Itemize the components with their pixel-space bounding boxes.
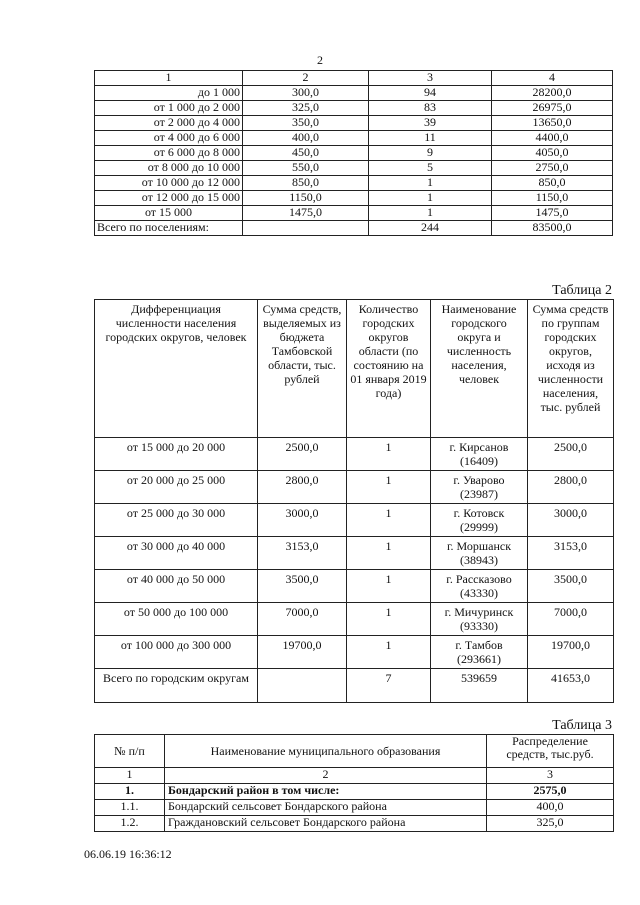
table-row	[95, 206, 613, 221]
district-name: г. Кирсанов (16409)	[431, 438, 528, 471]
count: 94	[369, 86, 492, 101]
municipality-name: Граждановский сельсовет Бондарского района	[165, 816, 487, 832]
amount: 3000,0	[258, 504, 347, 537]
column-number: 2	[165, 768, 487, 784]
table-row	[95, 131, 613, 146]
amount: 450,0	[243, 146, 369, 161]
header-population-range: Дифференциация численности населения городских округов, человек	[95, 300, 258, 438]
table-row	[95, 570, 614, 603]
table-row	[95, 784, 614, 800]
header-group-amount: Сумма средств по группам городских округов, исходя из численности населения, тыс. рублей	[528, 300, 614, 438]
column-number: 4	[492, 71, 613, 86]
table3-caption: Таблица 3	[552, 718, 612, 733]
population-range: от 4 000 до 6 000	[95, 131, 243, 146]
settlements-table	[94, 70, 613, 236]
district-name: г. Мичуринск (93330)	[431, 603, 528, 636]
amount: 3153,0	[258, 537, 347, 570]
total-amount: 26975,0	[492, 101, 613, 116]
amount: 850,0	[243, 176, 369, 191]
table-row	[95, 800, 614, 816]
district-name: г. Уварово (23987)	[431, 471, 528, 504]
header-districts-count: Количество городских округов области (по состоянию на 01 января 2019 года)	[347, 300, 431, 438]
city-districts-table	[94, 299, 614, 703]
amount: 3500,0	[258, 570, 347, 603]
count: 39	[369, 116, 492, 131]
group-amount: 3000,0	[528, 504, 614, 537]
total-amount: 1150,0	[492, 191, 613, 206]
count: 1	[369, 206, 492, 221]
table-header-row	[95, 71, 613, 86]
count: 1	[369, 191, 492, 206]
table-numbers-row	[95, 768, 614, 784]
count: 9	[369, 146, 492, 161]
total-empty-cell	[243, 221, 369, 236]
amount: 300,0	[243, 86, 369, 101]
count: 83	[369, 101, 492, 116]
table-row	[95, 471, 614, 504]
table-row	[95, 816, 614, 832]
table-row	[95, 504, 614, 537]
table-header-row	[95, 735, 614, 768]
amount: 2500,0	[258, 438, 347, 471]
column-number: 1	[95, 768, 165, 784]
population-range: от 50 000 до 100 000	[95, 603, 258, 636]
total-amount: 13650,0	[492, 116, 613, 131]
row-number: 1.	[95, 784, 165, 800]
total-count: 244	[369, 221, 492, 236]
group-amount: 7000,0	[528, 603, 614, 636]
population-range: от 15 000	[95, 206, 243, 221]
table-header-row	[95, 300, 614, 438]
total-amount: 1475,0	[492, 206, 613, 221]
header-number: № п/п	[95, 735, 165, 768]
table-row	[95, 191, 613, 206]
distribution-amount: 2575,0	[487, 784, 614, 800]
header-budget-amount: Сумма средств, выделяемых из бюджета Тамбовской области, тыс. рублей	[258, 300, 347, 438]
municipality-name: Бондарский район в том числе:	[165, 784, 487, 800]
table-row	[95, 101, 613, 116]
group-amount: 3500,0	[528, 570, 614, 603]
amount: 400,0	[243, 131, 369, 146]
count: 1	[347, 636, 431, 669]
header-municipality: Наименование муниципального образования	[165, 735, 487, 768]
total-label: Всего по городским округам	[95, 669, 258, 703]
column-number: 1	[95, 71, 243, 86]
amount: 550,0	[243, 161, 369, 176]
population-range: от 12 000 до 15 000	[95, 191, 243, 206]
column-number: 3	[487, 768, 614, 784]
table-row	[95, 86, 613, 101]
count: 1	[347, 570, 431, 603]
total-row	[95, 669, 614, 703]
total-row	[95, 221, 613, 236]
total-amount: 4050,0	[492, 146, 613, 161]
count: 1	[369, 176, 492, 191]
count: 1	[347, 471, 431, 504]
count: 11	[369, 131, 492, 146]
district-name: г. Котовск (29999)	[431, 504, 528, 537]
group-amount: 3153,0	[528, 537, 614, 570]
population-range: от 15 000 до 20 000	[95, 438, 258, 471]
table-row	[95, 146, 613, 161]
count: 5	[369, 161, 492, 176]
column-number: 2	[243, 71, 369, 86]
table-row	[95, 603, 614, 636]
population-range: от 8 000 до 10 000	[95, 161, 243, 176]
amount: 19700,0	[258, 636, 347, 669]
amount: 1475,0	[243, 206, 369, 221]
total-amount: 850,0	[492, 176, 613, 191]
amount: 7000,0	[258, 603, 347, 636]
district-name: г. Тамбов (293661)	[431, 636, 528, 669]
total-amount: 28200,0	[492, 86, 613, 101]
total-amount: 2750,0	[492, 161, 613, 176]
population-range: от 2 000 до 4 000	[95, 116, 243, 131]
distribution-amount: 400,0	[487, 800, 614, 816]
amount: 325,0	[243, 101, 369, 116]
population-range: от 30 000 до 40 000	[95, 537, 258, 570]
footer-timestamp: 06.06.19 16:36:12	[84, 847, 172, 861]
header-district-name: Наименование городского округа и численность населения, человек	[431, 300, 528, 438]
municipal-distribution-table	[94, 734, 614, 832]
table-row	[95, 537, 614, 570]
total-amount: 4400,0	[492, 131, 613, 146]
table-row	[95, 438, 614, 471]
population-range: от 1 000 до 2 000	[95, 101, 243, 116]
group-amount: 19700,0	[528, 636, 614, 669]
amount: 1150,0	[243, 191, 369, 206]
population-range: от 6 000 до 8 000	[95, 146, 243, 161]
row-number: 1.1.	[95, 800, 165, 816]
municipality-name: Бондарский сельсовет Бондарского района	[165, 800, 487, 816]
table-row	[95, 176, 613, 191]
population-range: от 25 000 до 30 000	[95, 504, 258, 537]
total-count: 7	[347, 669, 431, 703]
population-range: от 10 000 до 12 000	[95, 176, 243, 191]
header-distribution: Распределение средств, тыс.руб.	[487, 735, 614, 768]
count: 1	[347, 504, 431, 537]
total-label: Всего по поселениям:	[95, 221, 243, 236]
table2-caption: Таблица 2	[552, 283, 612, 298]
total-sum: 83500,0	[492, 221, 613, 236]
group-amount: 2500,0	[528, 438, 614, 471]
table-row	[95, 636, 614, 669]
count: 1	[347, 603, 431, 636]
population-range: до 1 000	[95, 86, 243, 101]
distribution-amount: 325,0	[487, 816, 614, 832]
group-amount: 2800,0	[528, 471, 614, 504]
population-range: от 100 000 до 300 000	[95, 636, 258, 669]
amount: 2800,0	[258, 471, 347, 504]
total-empty-cell	[258, 669, 347, 703]
table-row	[95, 161, 613, 176]
page-number: 2	[317, 53, 323, 67]
population-range: от 20 000 до 25 000	[95, 471, 258, 504]
count: 1	[347, 438, 431, 471]
district-name: г. Рассказово (43330)	[431, 570, 528, 603]
column-number: 3	[369, 71, 492, 86]
count: 1	[347, 537, 431, 570]
amount: 350,0	[243, 116, 369, 131]
population-range: от 40 000 до 50 000	[95, 570, 258, 603]
row-number: 1.2.	[95, 816, 165, 832]
district-name: г. Моршанск (38943)	[431, 537, 528, 570]
table-row	[95, 116, 613, 131]
total-population: 539659	[431, 669, 528, 703]
total-sum: 41653,0	[528, 669, 614, 703]
